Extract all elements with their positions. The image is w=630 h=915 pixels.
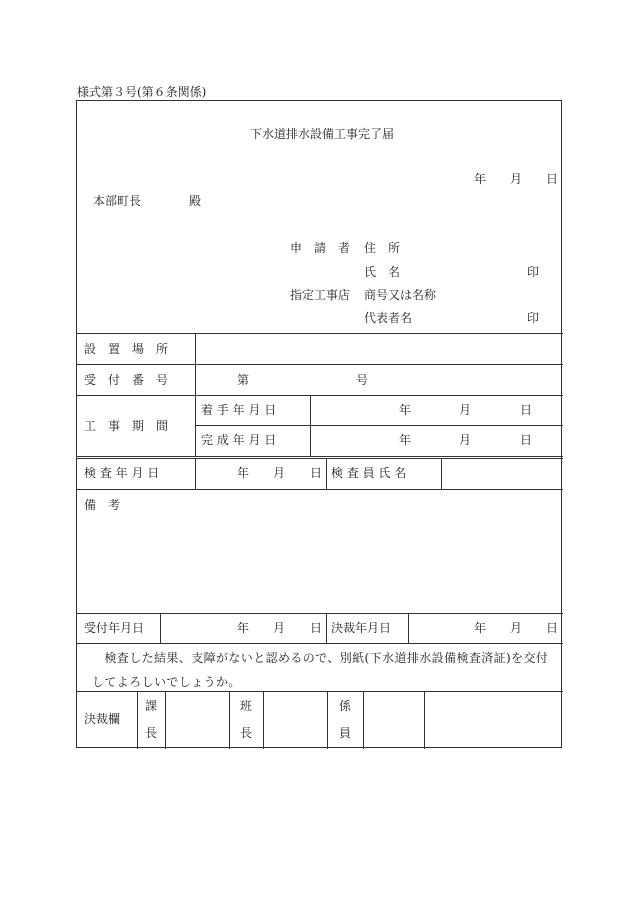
approval-kakari: 係 <box>339 699 352 713</box>
approval-kakariin: 員 <box>339 726 352 740</box>
completion-year: 年 <box>399 433 412 447</box>
representative-label: 代表者名 <box>364 311 413 325</box>
divider <box>77 643 563 644</box>
received-month: 月 <box>273 621 286 635</box>
reception-dai: 第 <box>237 373 250 387</box>
divider <box>77 364 563 365</box>
start-month: 月 <box>459 403 472 417</box>
start-date-label: 着 手 年 月 日 <box>201 403 277 417</box>
applicant-label: 申 請 者 <box>290 241 351 255</box>
received-date-label: 受付年月日 <box>84 621 145 635</box>
divider <box>77 395 563 396</box>
completion-date-label: 完 成 年 月 日 <box>201 433 277 447</box>
reception-number-label: 受 付 番 号 <box>84 373 169 387</box>
name-label: 氏 名 <box>364 265 401 279</box>
divider <box>195 425 563 426</box>
approval-hancho: 長 <box>240 726 253 740</box>
divider <box>408 613 409 643</box>
divider <box>310 395 311 457</box>
decision-year: 年 <box>474 621 487 635</box>
honorific: 殿 <box>189 194 202 208</box>
completion-month: 月 <box>459 433 472 447</box>
inspection-date-label: 検 査 年 月 日 <box>84 466 160 480</box>
divider <box>326 613 327 643</box>
header-month: 月 <box>510 172 523 186</box>
seal-mark: 印 <box>527 265 540 279</box>
divider <box>77 456 563 457</box>
remarks-label: 備 考 <box>84 498 121 512</box>
address-label: 住 所 <box>364 241 401 255</box>
received-day: 日 <box>310 621 323 635</box>
inspection-month: 月 <box>273 466 286 480</box>
decision-day: 日 <box>546 621 559 635</box>
divider <box>263 691 264 749</box>
trade-name-label: 商号又は名称 <box>364 288 437 302</box>
reception-go: 号 <box>356 373 369 387</box>
divider <box>326 458 327 489</box>
completion-report-form <box>76 100 562 748</box>
divider <box>327 691 328 749</box>
decision-month: 月 <box>510 621 523 635</box>
divider <box>165 691 166 749</box>
approval-label: 決裁欄 <box>84 712 121 726</box>
divider <box>137 691 138 749</box>
contractor-label: 指定工事店 <box>290 288 351 302</box>
divider <box>424 691 425 749</box>
inspection-day: 日 <box>310 466 323 480</box>
header-day: 日 <box>546 172 559 186</box>
period-label: 工 事 期 間 <box>84 419 169 433</box>
divider <box>77 489 563 490</box>
header-year: 年 <box>474 172 487 186</box>
start-day: 日 <box>520 403 533 417</box>
location-label: 設 置 場 所 <box>84 342 169 356</box>
divider <box>441 458 442 489</box>
divider <box>195 458 196 489</box>
divider <box>160 613 161 643</box>
divider <box>363 691 364 749</box>
divider <box>229 691 230 749</box>
form-title: 下水道排水設備工事完了届 <box>250 127 395 141</box>
divider <box>195 333 196 457</box>
divider <box>77 333 563 334</box>
divider <box>77 613 563 614</box>
inspection-note: 検査した結果、支障がないと認めるので、別紙(下水道排水設備検査済証)を交付してよろしいでしょうか。 <box>92 651 549 689</box>
seal-mark: 印 <box>527 311 540 325</box>
decision-date-label: 決裁年月日 <box>331 621 392 635</box>
inspection-year: 年 <box>237 466 250 480</box>
approval-ka: 課 <box>145 699 158 713</box>
received-year: 年 <box>237 621 250 635</box>
divider <box>77 458 563 459</box>
approval-han: 班 <box>240 699 253 713</box>
form-number: 様式第３号(第６条関係) <box>77 85 207 99</box>
inspector-name-label: 検 査 員 氏 名 <box>331 466 407 480</box>
completion-day: 日 <box>520 433 533 447</box>
approval-kacho: 長 <box>145 726 158 740</box>
start-year: 年 <box>399 403 412 417</box>
addressee: 本部町長 <box>93 194 142 208</box>
